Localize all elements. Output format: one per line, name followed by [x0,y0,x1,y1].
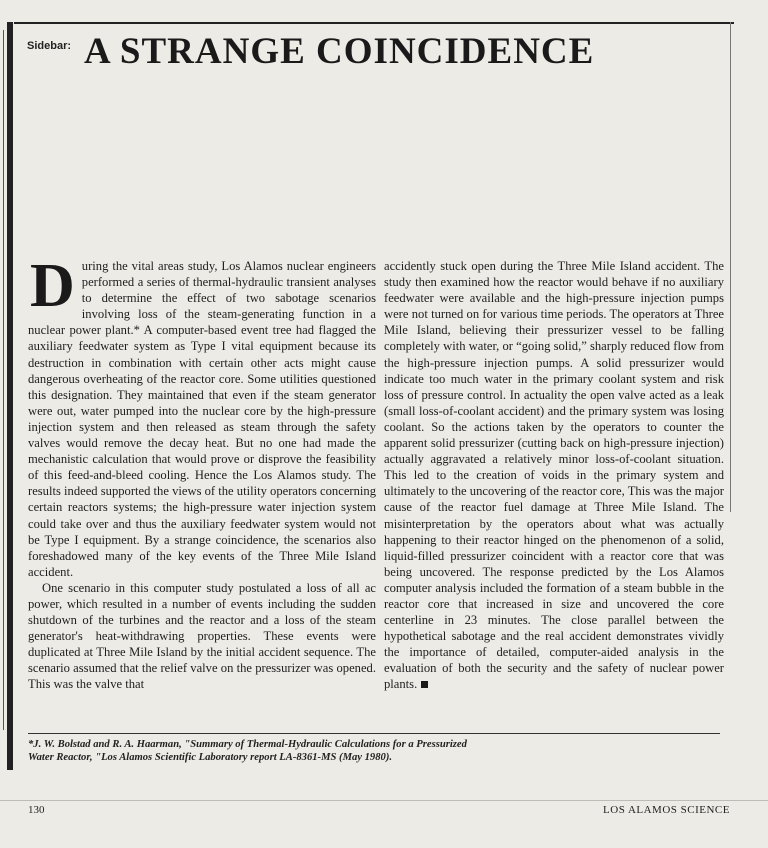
footnote-line-1: *J. W. Bolstad and R. A. Haarman, "Summary of Thermal-Hydraulic Calculations for a Pressurized [28,739,467,750]
end-of-article-mark [421,681,428,688]
paragraph-3 [384,258,724,693]
drop-cap: D [30,252,75,320]
footnote [28,738,628,764]
paragraph-1 [28,252,376,580]
sidebar-label: Sidebar: [27,40,72,52]
sidebar-frame-right-edge [730,22,731,512]
paragraph-3-text: accidently stuck open during the Three Mile Island accident. The study then examined how the reactor would behave if no auxiliary feedwater were available and the high-pressure injection pumps were not turned on for various time periods. The operators at Three Mile Island, believing their pressurizer vessel to be falling completely with water, or “going solid,” sharply reduced flow from the high-pressure injection pumps. A solid pressurizer would indicate too much water in the primary coolant system and risk loss of pressure control. In actuality the open valve acted as a leak (small loss-of-coolant accident) and the primary system was losing coolant. So the actions taken by the operators to counter the apparent solid pressurizer (cutting back on high-pressure injection) actually aggravated a relatively minor loss-of-coolant situation. This led to the creation of voids in the primary system and ultimately to the uncovering of the reactor core, This was the major cause of the reactor fuel damage at Three Mile Island. The misinterpretation by the operators about what was actually happening to their reactor hinged on the phenomenon of a solid, liquid-filled pressurizer coincident with a reactor core that was being uncovered. The response predicted by the Los Alamos computer analysis included the formation of a steam bubble in the reactor core that increased in size and uncovered the core centerline in 23 minutes. The close parallel between the hypothetical sabotage and the real accident demonstrates vividly the importance of detailed, computer-aided analysis in the evaluation of both the security and the safety of nuclear power plants. [384,259,724,692]
footnote-line-2: Water Reactor, "Los Alamos Scientific Laboratory report LA-8361-MS (May 1980). [28,752,392,763]
left-margin-bar [7,22,13,770]
paragraph-2: One scenario in this computer study postulated a loss of all ac power, which resulted in a number of events including the sudden shutdown of the turbines and the reactor and a loss of the steam generator's heat-withdrawing properties. These events were duplicated at Three Mile Island by the initial accident sequence. The scenario assumed that the relief valve on the pressurizer was opened. This was the valve that [28,580,376,692]
article-column-right [384,258,724,693]
page-number: 130 [28,804,45,816]
footnote-rule [28,733,720,734]
article-column-left [28,252,376,693]
left-margin-line [3,30,4,730]
journal-name: LOS ALAMOS SCIENCE [603,804,730,816]
article-title: A STRANGE COINCIDENCE [84,31,595,72]
page-bottom-line [0,800,768,801]
paragraph-1-text: uring the vital areas study, Los Alamos nuclear engineers performed a series of thermal-hydraulic transient analyses to determine the effect of two sabotage scenarios involving loss of the steam-generating function in a nuclear power plant.* A computer-based event tree had flagged the auxiliary feedwater system as Type I vital equipment because its destruction in combination with certain other acts might cause dangerous overheating of the reactor core. Some utilities questioned this designation. They maintained that even if the steam generator were out, water pumped into the nuclear core by the high-pressure injection system and then released as steam through the safety valves would remove the decay heat. But no one had made the mechanistic calculation that would prove or disprove the feasibility of this feed-and-bleed cooling. Hence the Los Alamos study. The results indeed supported the views of the utility operators concerning certain reactors systems; the high-pressure water injection system could take over and thus the auxiliary feedwater system would not be Type I equipment. By a strange coincidence, the scenarios also foreshadowed many of the key events of the Three Mile Island accident. [28,259,376,579]
